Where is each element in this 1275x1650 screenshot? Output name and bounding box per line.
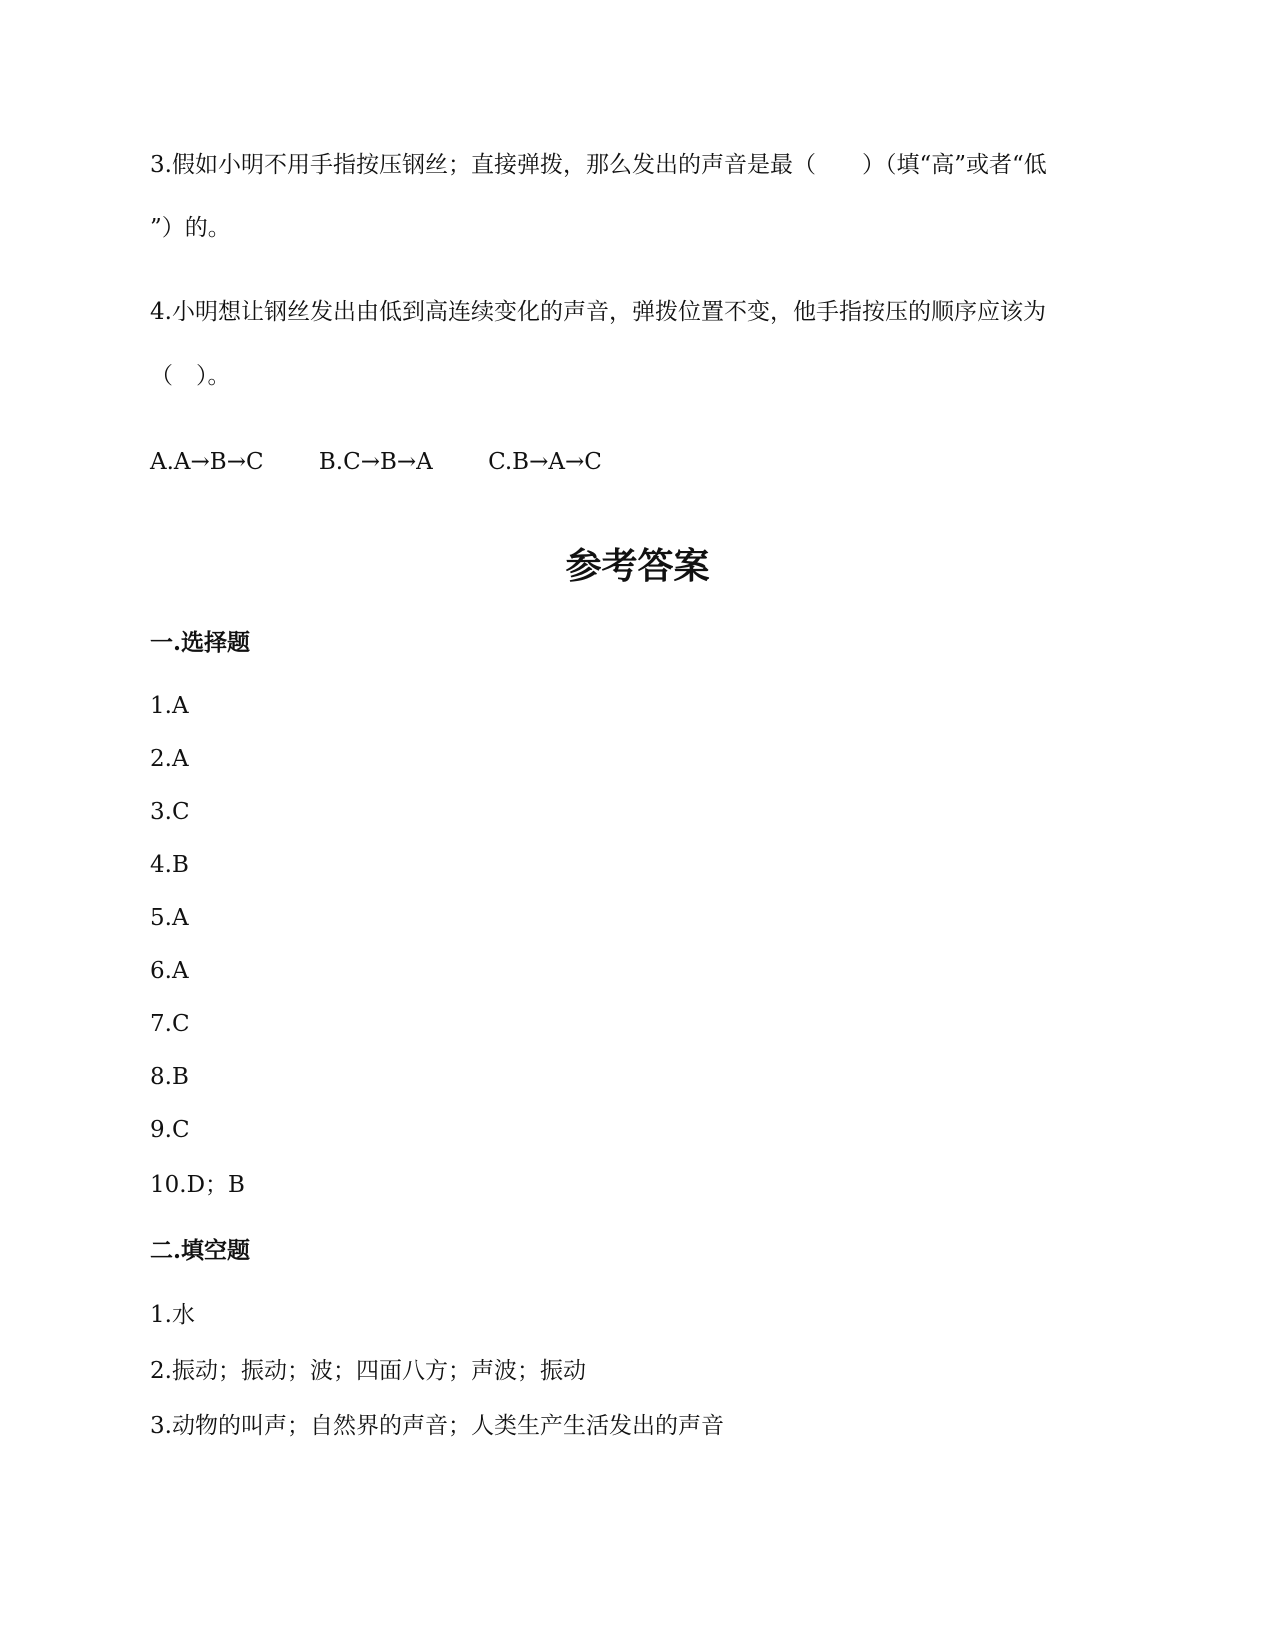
answer-item: 3.C xyxy=(150,799,190,825)
question-3-line-2: ”）的。 xyxy=(150,215,231,241)
answer-item: 1.A xyxy=(150,693,189,719)
question-4-line-2: （ ）。 xyxy=(150,363,231,389)
question-4-options xyxy=(150,447,650,477)
answer-item: 10.D；B xyxy=(150,1172,245,1198)
answer-item: 1.水 xyxy=(150,1302,195,1328)
answer-item: 4.B xyxy=(150,852,189,878)
option-c: C.B→A→C xyxy=(488,449,602,475)
answer-item: 3.动物的叫声；自然界的声音；人类生产生活发出的声音 xyxy=(150,1413,724,1439)
question-4-line-1: 4.小明想让钢丝发出由低到高连续变化的声音，弹拨位置不变，他手指按压的顺序应该为 xyxy=(150,299,1046,325)
answer-item: 9.C xyxy=(150,1117,190,1143)
option-a: A.A→B→C xyxy=(150,449,264,475)
answers-title: 参考答案 xyxy=(565,546,710,587)
section-1-heading: 一.选择题 xyxy=(150,629,251,656)
answer-item: 6.A xyxy=(150,958,189,984)
option-b: B.C→B→A xyxy=(318,449,433,475)
answer-item: 2.振动；振动；波；四面八方；声波；振动 xyxy=(150,1358,586,1384)
question-3-line-1: 3.假如小明不用手指按压钢丝；直接弹拨，那么发出的声音是最（ ）（填“高”或者“低 xyxy=(150,152,1047,178)
answer-item: 7.C xyxy=(150,1011,190,1037)
answer-item: 5.A xyxy=(150,905,189,931)
answer-item: 2.A xyxy=(150,746,189,772)
section-2-heading: 二.填空题 xyxy=(150,1237,251,1264)
answer-item: 8.B xyxy=(150,1064,189,1090)
